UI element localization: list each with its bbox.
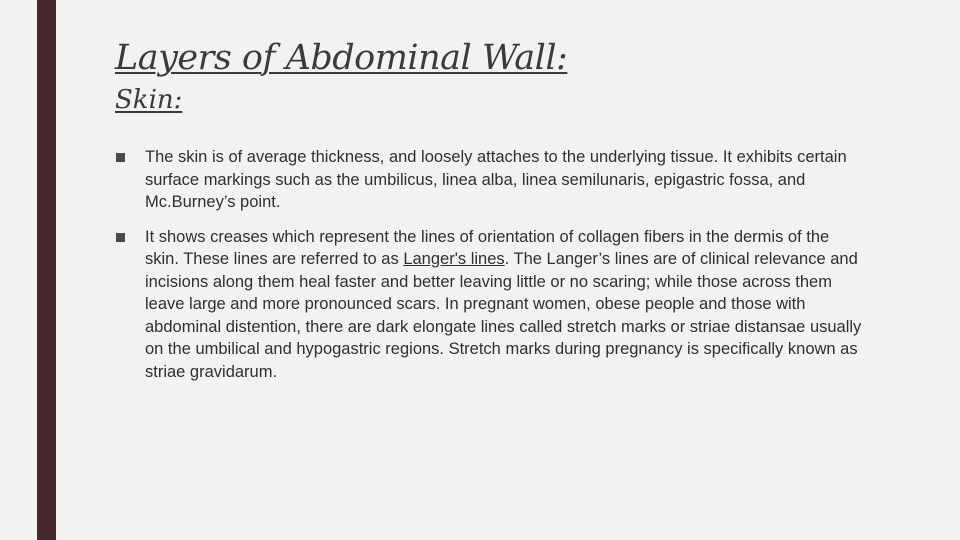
bullet-text-after-link: . The Langer’s lines are of clinical relevance and incisions along them heal faster and better leaving little or no scaring; while those across them leave large and more pronounced scars. In pregnant women, obese people and those with abdominal distention, there are dark elongate lines called stretch marks or striae distansae usually on the umbilical and hypogastric regions. Stretch marks during pregnancy is specifically known as striae gravidarum. [145, 250, 862, 381]
slide-subtitle: Skin: [115, 85, 183, 115]
bullet-item [113, 146, 863, 214]
square-bullet-icon [116, 233, 125, 242]
accent-bar [37, 0, 56, 540]
slide-title: Layers of Abdominal Wall: [115, 38, 568, 78]
bullet-list [113, 146, 863, 383]
bullet-item [113, 226, 863, 384]
bullet-text-before-link: It shows creases which represent the lines of orientation of collagen fibers in the dermis of the skin. These lines are referred to as [145, 227, 830, 268]
bullet-text: The skin is of average thickness, and loosely attaches to the underlying tissue. It exhibits certain surface markings such as the umbilicus, linea alba, linea semilunaris, epigastric fossa, and Mc.Burney’s point. [145, 148, 847, 211]
square-bullet-icon [116, 153, 125, 162]
langers-lines-link[interactable]: Langer's lines [403, 250, 505, 268]
